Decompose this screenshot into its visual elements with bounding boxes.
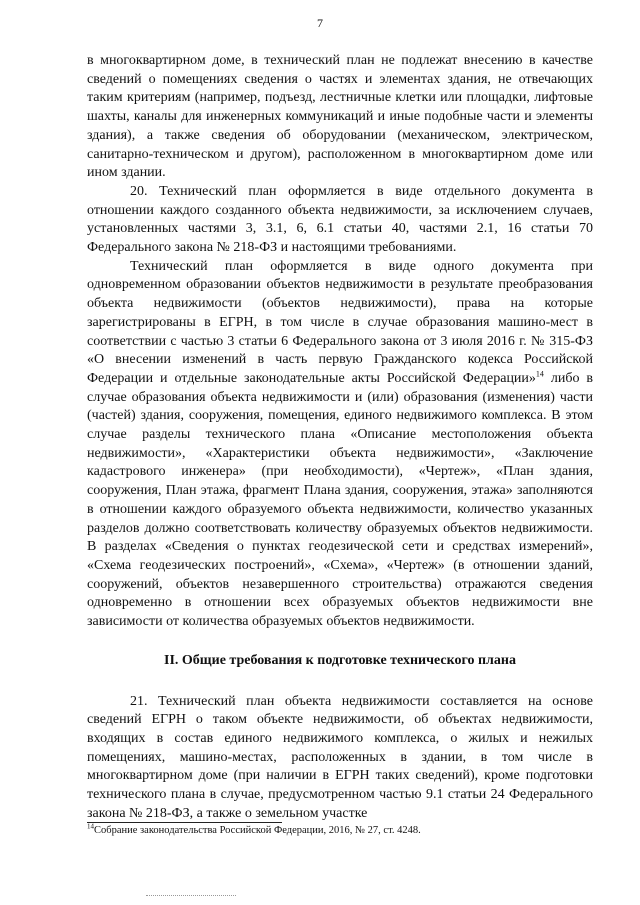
paragraph-20-second	[87, 258, 593, 632]
body-text	[87, 52, 593, 823]
footnote-reference: 14	[535, 369, 544, 379]
section-heading: II. Общие требования к подготовке технического плана	[164, 652, 516, 668]
footnote-divider	[87, 822, 282, 823]
footnote-mark: 14	[87, 822, 94, 831]
scan-artifact-line	[146, 895, 236, 896]
paragraph-20-second-part2: либо в случае образования объекта недвижимости и (или) образования (изменения) части (частей) здания, сооружения, помещения, единого недвижимого комплекса. В этом случае разделы технического плана «Описание местоположения объекта недвижимости», «Характеристики объекта недвижимости», «Заключение кадастрового инженера» (при необходимости), «Чертеж», «План здания, сооружения, План этажа, фрагмент Плана здания, сооружения, этажа» заполняются в отношении каждого образуемого объекта недвижимости, количество указанных разделов должно соответствовать количеству образуемых объектов недвижимости. В разделах «Сведения о пунктах геодезической сети и средствах измерений», «Схема геодезических построений», «Схема», «Чертеж» (в отношении зданий, сооружений, объектов незавершенного строительства) отражаются сведения одновременно в отношении всех образуемых объектов недвижимости вне зависимости от количества образуемых объектов недвижимости.	[87, 370, 593, 630]
paragraph-21: 21. Технический план объекта недвижимости составляется на основе сведений ЕГРН о таком объекте недвижимости, об объектах недвижимости, входящих в состав единого недвижимого комплекса, о жилых и нежилых помещениях, машино-местах, расположенных в здании, в том числе в многоквартирном доме (при наличии в ЕГРН таких сведений), кроме подготовки технического плана в случае, предусмотренном частью 9.1 статьи 24 Федерального закона № 218-ФЗ, а также о земельном участке	[87, 693, 593, 821]
footnote-text: Собрание законодательства Российской Федерации, 2016, № 27, ст. 4248.	[94, 825, 421, 836]
paragraph-20-second-part1: Технический план оформляется в виде одного документа при одновременном образовании объектов недвижимости в результате преобразования объекта недвижимости (объектов недвижимости), права на которые зарегистрированы в ЕГРН, в том числе в случае образования машино-мест в соответствии с частью 3 статьи 6 Федерального закона от 3 июля 2016 г. № 315-ФЗ «О внесении изменений в часть первую Гражданского кодекса Российской Федерации и отдельные законодательные акты Российской Федерации»	[87, 258, 593, 386]
page-number: 7	[317, 16, 323, 30]
paragraph-continuation: в многоквартирном доме, в технический план не подлежат внесению в качестве сведений о помещениях сведения о частях и элементах здания, не отвечающих таким критериям (например, подъезд, лестничные клетки или площадки, лифтовые шахты, каналы для инженерных коммуникаций и иные подобные части и элементы здания), а также сведения об оборудовании (механическом, электрическом, санитарно-техническом и другом), расположенном в многоквартирном доме или ином здании.	[87, 53, 593, 181]
footnote	[87, 824, 593, 837]
paragraph-20: 20. Технический план оформляется в виде отдельного документа в отношении каждого созданного объекта недвижимости, за исключением случаев, установленных частями 3, 3.1, 6, 6.1 статьи 40, частями 2.1, 16 статьи 70 Федерального закона № 218-ФЗ и настоящими требованиями.	[87, 183, 593, 256]
